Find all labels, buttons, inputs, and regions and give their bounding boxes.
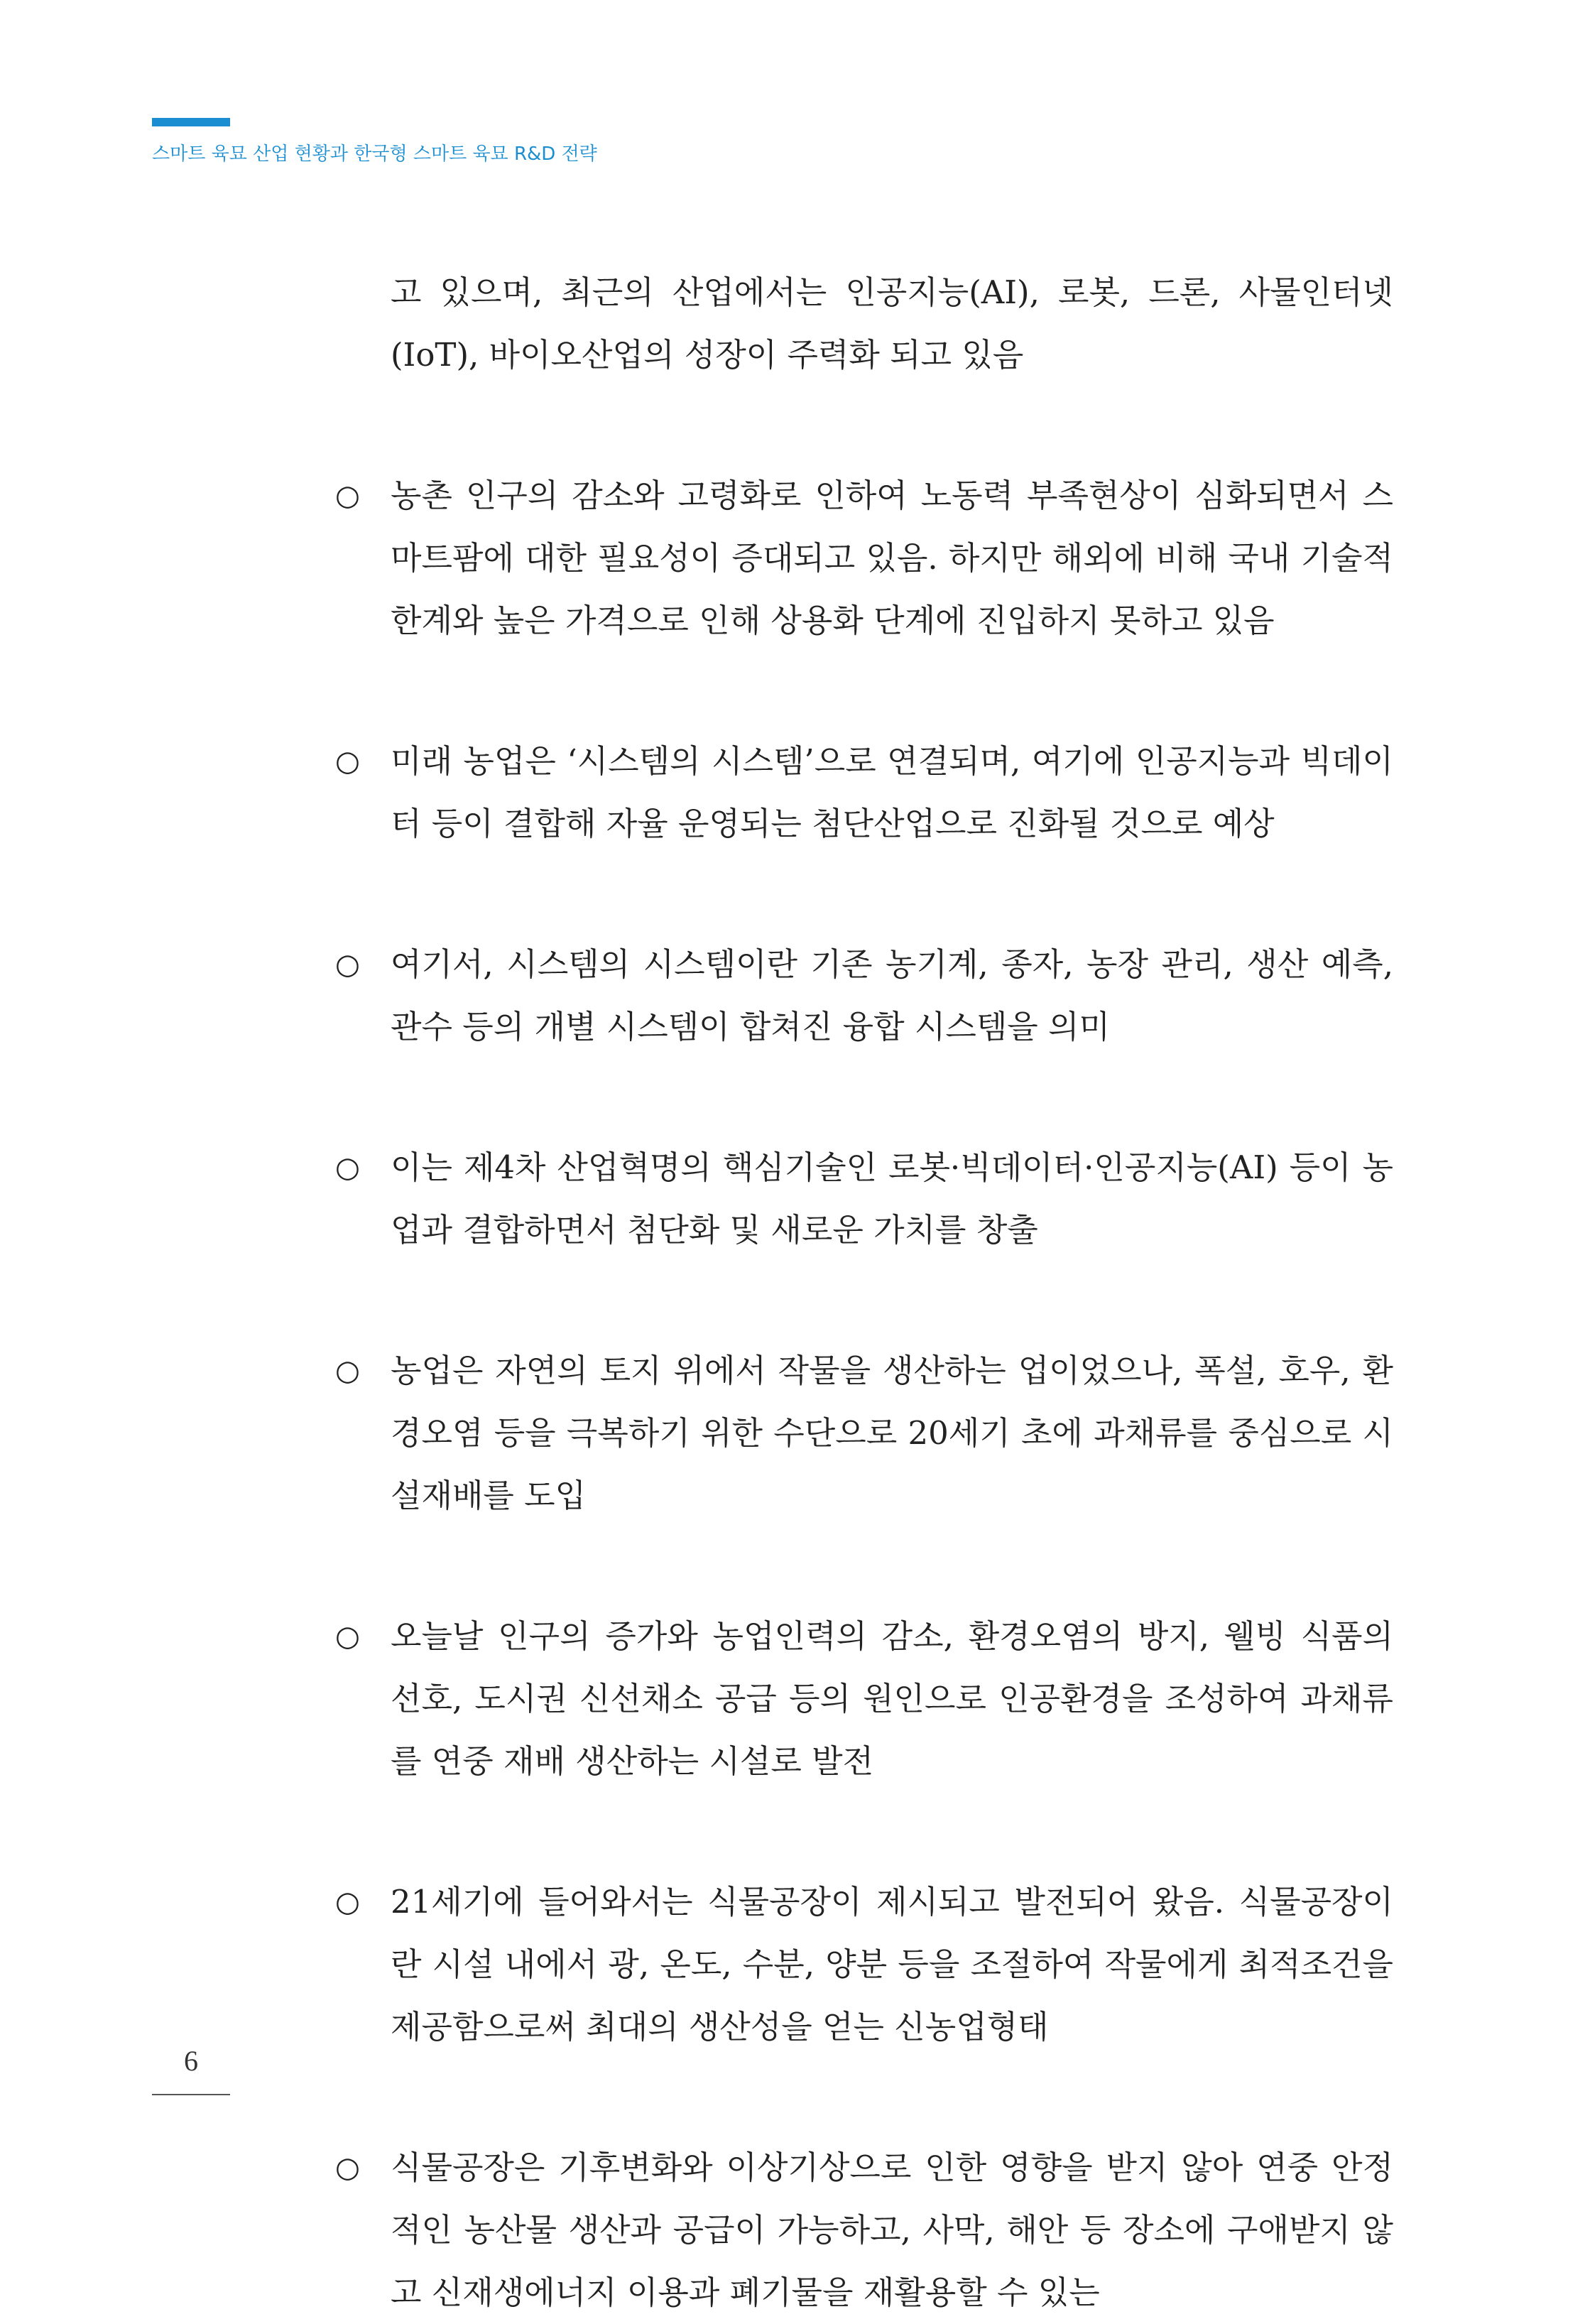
page-number: 6 — [184, 2045, 198, 2077]
circle-bullet-icon: ○ — [335, 479, 360, 512]
bullet-item — [335, 933, 1393, 1058]
bullet-text: 여기서, 시스템의 시스템이란 기존 농기계, 종자, 농장 관리, 생산 예측, 관수 등의 개별 시스템이 합쳐진 융합 시스템을 의미 — [391, 945, 1393, 1046]
circle-bullet-icon: ○ — [335, 1886, 360, 1918]
bullet-item — [335, 730, 1393, 855]
circle-bullet-icon: ○ — [335, 2151, 360, 2184]
circle-bullet-icon: ○ — [335, 948, 360, 981]
circle-bullet-icon: ○ — [335, 1620, 360, 1653]
circle-bullet-icon: ○ — [335, 745, 360, 778]
bullet-item — [335, 2136, 1393, 2324]
bullet-item — [335, 1871, 1393, 2058]
page-number-rule — [152, 2094, 230, 2095]
circle-bullet-icon: ○ — [335, 1151, 360, 1184]
bullet-text: 농업은 자연의 토지 위에서 작물을 생산하는 업이었으나, 폭설, 호우, 환경오염 등을 극복하기 위한 수단으로 20세기 초에 과채류를 중심으로 시설재배를 도입 — [391, 1352, 1393, 1514]
bullet-item — [335, 1136, 1393, 1261]
bullet-text: 21세기에 들어와서는 식물공장이 제시되고 발전되어 왔음. 식물공장이란 시설 내에서 광, 온도, 수분, 양분 등을 조절하여 작물에게 최적조건을 제공함으로써 최대의 생산성을 얻는 신농업형태 — [391, 1883, 1393, 2046]
header-accent-bar — [152, 118, 230, 126]
continuation-paragraph — [335, 261, 1393, 386]
bullet-item — [335, 1605, 1393, 1793]
running-header-title: 스마트 육묘 산업 현황과 한국형 스마트 육묘 R&D 전략 — [152, 143, 597, 165]
bullet-text: 오늘날 인구의 증가와 농업인력의 감소, 환경오염의 방지, 웰빙 식품의 선호, 도시권 신선채소 공급 등의 원인으로 인공환경을 조성하여 과채류를 연중 재배 생산하는 시설로 발전 — [391, 1617, 1393, 1780]
bullet-text: 미래 농업은 ‘시스템의 시스템’으로 연결되며, 여기에 인공지능과 빅데이터 등이 결합해 자율 운영되는 첨단산업으로 진화될 것으로 예상 — [391, 742, 1393, 842]
bullet-text: 농촌 인구의 감소와 고령화로 인하여 노동력 부족현상이 심화되면서 스마트팜에 대한 필요성이 증대되고 있음. 하지만 해외에 비해 국내 기술적 한계와 높은 가격으로 인해 상용화 단계에 진입하지 못하고 있음 — [391, 477, 1393, 639]
body-content — [335, 261, 1393, 2324]
bullet-item — [335, 1340, 1393, 1527]
bullet-text: 이는 제4차 산업혁명의 핵심기술인 로봇·빅데이터·인공지능(AI) 등이 농업과 결합하면서 첨단화 및 새로운 가치를 창출 — [391, 1149, 1393, 1249]
paragraph-text: 고 있으며, 최근의 산업에서는 인공지능(AI), 로봇, 드론, 사물인터넷(IoT), 바이오산업의 성장이 주력화 되고 있음 — [391, 273, 1393, 374]
bullet-item — [335, 465, 1393, 652]
circle-bullet-icon: ○ — [335, 1354, 360, 1387]
bullet-text: 식물공장은 기후변화와 이상기상으로 인한 영향을 받지 않아 연중 안정적인 농산물 생산과 공급이 가능하고, 사막, 해안 등 장소에 구애받지 않고 신재생에너지 이용과 폐기물을 재활용할 수 있는 — [391, 2149, 1393, 2311]
